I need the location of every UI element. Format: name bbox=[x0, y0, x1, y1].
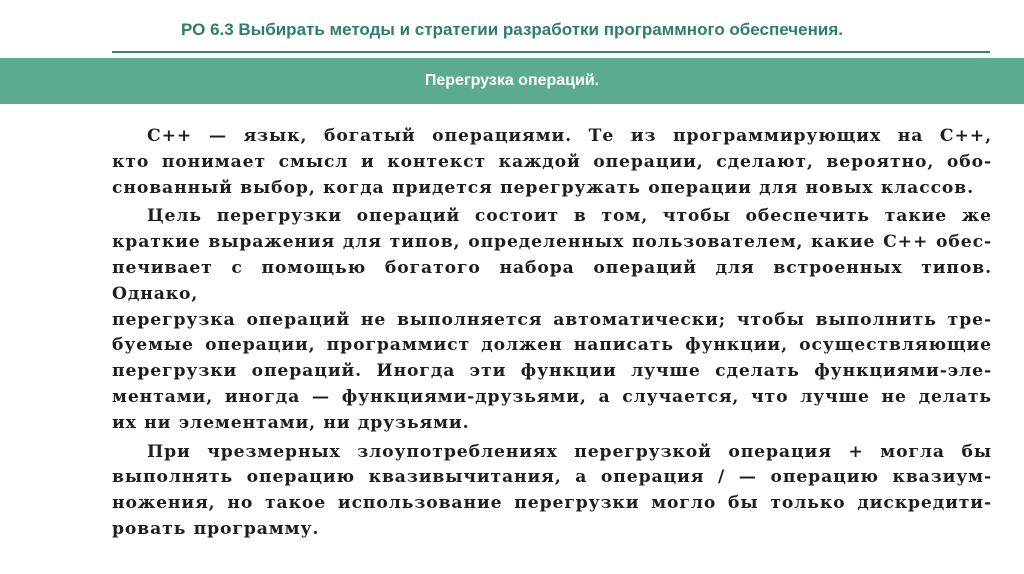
text-line: их ни элементами, ни друзьями. bbox=[112, 412, 470, 433]
text-line: ровать программу. bbox=[112, 518, 320, 539]
text-line: снованный выбор, когда придется перегружать операции для новых классов. bbox=[112, 177, 975, 198]
text-line: краткие выражения для типов, определенных пользователем, какие С++ обес- bbox=[112, 232, 992, 253]
title-divider bbox=[112, 51, 990, 53]
slide-title: РО 6.3 Выбирать методы и стратегии разработки программного обеспечения. bbox=[181, 20, 843, 39]
scanned-text-block bbox=[112, 124, 992, 546]
text-line: ножения, но такое использование перегрузки могло бы только дискредити- bbox=[112, 493, 992, 514]
text-line: буемые операции, программист должен написать функции, осуществляющие bbox=[112, 335, 992, 356]
text-line: кто понимает смысл и контекст каждой операции, сделают, вероятно, обо- bbox=[112, 151, 992, 172]
text-line: Цель перегрузки операций состоит в том, чтобы обеспечить такие же bbox=[147, 206, 992, 227]
text-line: перегрузка операций не выполняется автоматически; чтобы выполнить тре- bbox=[112, 309, 992, 330]
paragraph-1 bbox=[112, 124, 992, 201]
text-line: выполнять операцию квазивычитания, а операция / — операцию квазиум- bbox=[112, 467, 992, 488]
text-line: С++ — язык, богатый операциями. Те из программирующих на С++, bbox=[147, 126, 992, 146]
text-line: При чрезмерных злоупотреблениях перегрузкой операция + могла бы bbox=[147, 441, 992, 462]
section-banner: Перегрузка операций. bbox=[0, 58, 1024, 104]
text-line: ментами, иногда — функциями-друзьями, а случается, что лучше не делать bbox=[112, 386, 992, 407]
text-line: перегрузки операций. Иногда эти функции лучше сделать функциями-эле- bbox=[112, 361, 992, 382]
text-line: печивает с помощью богатого набора операций для встроенных типов. Однако, bbox=[112, 257, 992, 304]
paragraph-2 bbox=[112, 204, 992, 436]
paragraph-3 bbox=[112, 440, 992, 543]
